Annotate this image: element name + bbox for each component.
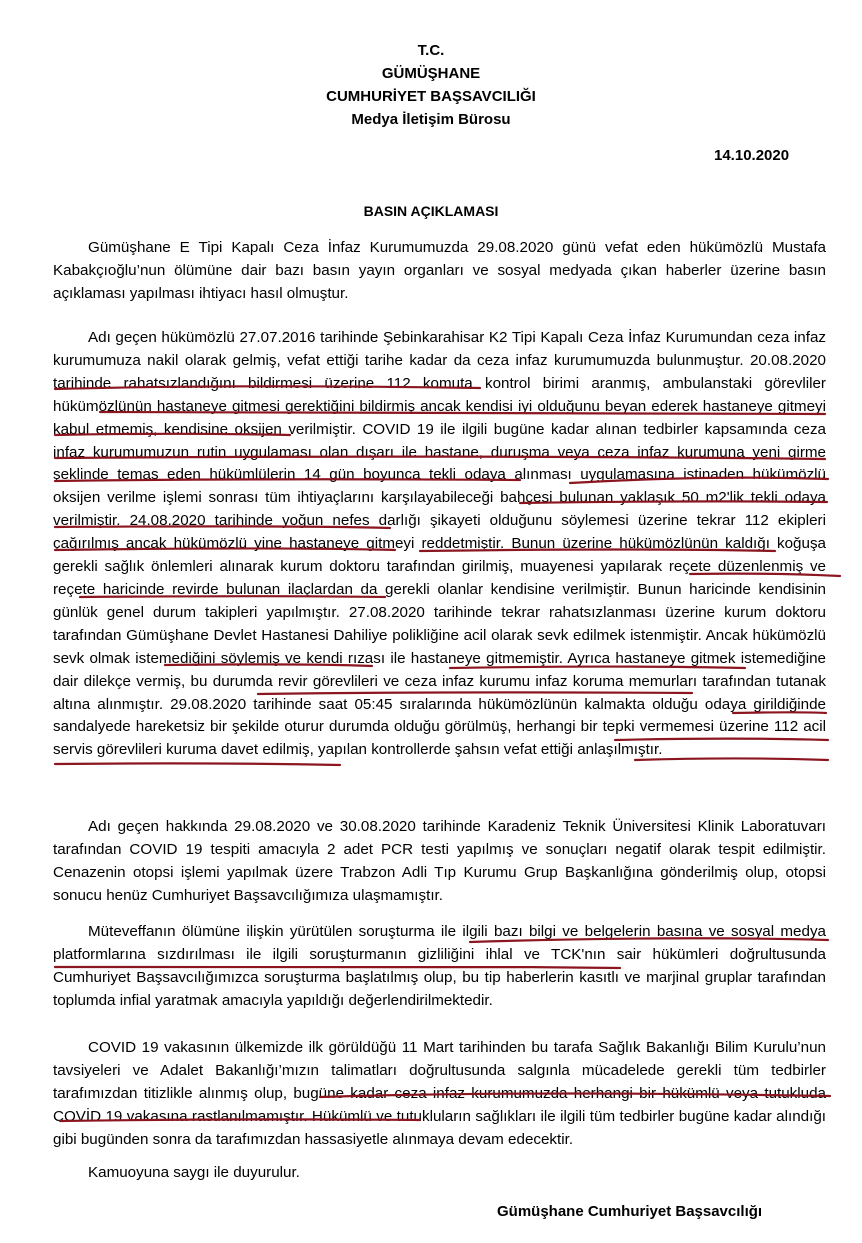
header-bureau: Medya İletişim Bürosu bbox=[351, 111, 511, 128]
document-title: BASIN AÇIKLAMASI bbox=[363, 203, 499, 219]
header-city: GÜMÜŞHANE bbox=[381, 65, 481, 82]
header-office: CUMHURİYET BAŞSAVCILIĞI bbox=[326, 88, 536, 105]
signature: Gümüşhane Cumhuriyet Başsavcılığı bbox=[497, 1203, 763, 1220]
closing-line: Kamuoyuna saygı ile duyurulur. bbox=[88, 1164, 300, 1181]
paragraph-tests: Adı geçen hakkında 29.08.2020 ve 30.08.2020 tarihinde Karadeniz Teknik Üniversitesi Klinik Laboratuvarı tarafından COVID 19 tespiti amacıyla 2 adet PCR testi yapılmış ve sonuçları negatif olarak tespit edilmiştir. Cenazenin otopsi işlemi yapılmak üzere Trabzon Adli Tıp Kurumu Grup Başkanlığına gönderilmiş olup, otopsi sonucu henüz Cumhuriyet Başsavcılığımıza ulaşmamıştır. bbox=[53, 818, 826, 904]
paragraph-covid-measures: COVID 19 vakasının ülkemizde ilk görüldüğü 11 Mart tarihinden bu tarafa Sağlık Bakanlığı Bilim Kurulu’nun tavsiyeleri ve Adalet Bakanlığı’mızın talimatları doğrultusunda salgınla mücadelede gerekli tüm tedbirler tarafımızdan titizlikle alınmış olup, bugüne kadar ceza infaz kurumumuzda herhangi bir hükümlü veya tutukluda COVİD 19 vakasına rastlanılmamıştır. Hükümlü ve tutukluların sağlıkları ile ilgili tüm tedbirler bugüne kadar alındığı gibi bugünden sonra da tarafımızdan hassasiyetle alınmaya devam edecektir. bbox=[53, 1039, 826, 1148]
header-tc: T.C. bbox=[417, 42, 445, 59]
underline-mark bbox=[55, 763, 340, 765]
paragraph-events: Adı geçen hükümözlü 27.07.2016 tarihinde Şebinkarahisar K2 Tipi Kapalı Ceza İnfaz Kurumundan ceza infaz kurumumuza nakil olarak gelmiş, vefat ettiği tarihe kadar da ceza infaz kurumumuzda bulunmuştur. 20.08.2020 tarihinde rahatsızlandığını bildirmesi üzerine 112 komuta kontrol birimi aranmış, ambulanstaki görevliler hükümözlünün hastaneye gitmesi gerektiğini bildirmiş ancak kendisi iyi olduğunu beyan ederek hastaneye gitmeyi kabul etmemiş, kendisine oksijen verilmiştir. COVID 19 ile ilgili bugüne kadar alınan tedbirler kapsamında ceza infaz kurumumuzun rutin uygulaması olan dışarı ile hastane, duruşma veya ceza infaz kurumuna yeni girme şeklinde temas eden hükümlülerin 14 gün boyunca tekli odaya alınması uygulamasına istinaden hükümözlü oksijen verilme işlemi sonrası tüm ihtiyaçlarını karşılayabileceği bahçesi bulunan yaklaşık 50 m2'lik tekli odaya verilmiştir. 24.08.2020 tarihinde yoğun nefes darlığı şikayeti olduğunu söylemesi üzerine tekrar 112 ekipleri çağırılmış ancak hükümözlü yine hastaneye gitmeyi reddetmiştir. Bunun üzerine hükümözlünün kaldığı koğuşa gerekli sağlık önlemleri alınarak kurum doktoru tarafından girilmiş, muayenesi yapılarak reçete düzenlenmiş ve reçete haricinde revirde bulunan ilaçlardan da gerekli olanlar kendisine verilmiştir. Bunun haricinde kendisinin günlük genel durum takipleri yapılmıştır. 27.08.2020 tarihinde tekrar rahatsızlanması üzerine kurum doktoru tarafından Gümüşhane Devlet Hastanesi Dahiliye polikliğine acil olarak sevk edilmek istenmiştir. Ancak hükümözlü sevk olmak istemediğini söylemiş ve kendi rızası ile hastaneye gitmemiştir. Ayrıca hastaneye gitmek istemediğine dair dilekçe vermiş, bu durumda revir görevlileri ve ceza infaz kurumu infaz koruma memurları tarafından tutanak altına alınmıştır. 29.08.2020 tarihinde saat 05:45 sıralarında hükümözlünün kalmakta olduğu odaya girildiğinde sandalyede hareketsiz bir şekilde oturur durumda olduğu görülmüş, herhangi bir tepki vermemesi üzerine 112 acil servis görevlileri kuruma davet edilmiş, yapılan kontrollerde şahsın vefat ettiği anlaşılmıştır. bbox=[53, 329, 826, 759]
paragraph-intro: Gümüşhane E Tipi Kapalı Ceza İnfaz Kurumumuzda 29.08.2020 günü vefat eden hükümözlü Mustafa Kabakçıoğlu’nun ölümüne dair bazı basın yayın organları ve sosyal medyada çıkan haberler üzerine basın açıklaması yapılması ihtiyacı hasıl olmuştur. bbox=[53, 239, 826, 302]
paragraph-investigation: Müteveffanın ölümüne ilişkin yürütülen soruşturma ile ilgili bazı bilgi ve belgelerin basına ve sosyal medya platformlarına sızdırılması ile ilgili soruşturmanın gizliliğini ihlal ve TCK'nın sair hükümleri doğrultusunda Cumhuriyet Başsavcılığımızca soruşturma başlatılmış olup, bu tip haberlerin kasıtlı ve marjinal gruplar tarafından toplumda infial yaratmak amacıyla yapıldığı değerlendirilmektedir. bbox=[53, 923, 826, 1009]
document-date: 14.10.2020 bbox=[714, 147, 790, 164]
